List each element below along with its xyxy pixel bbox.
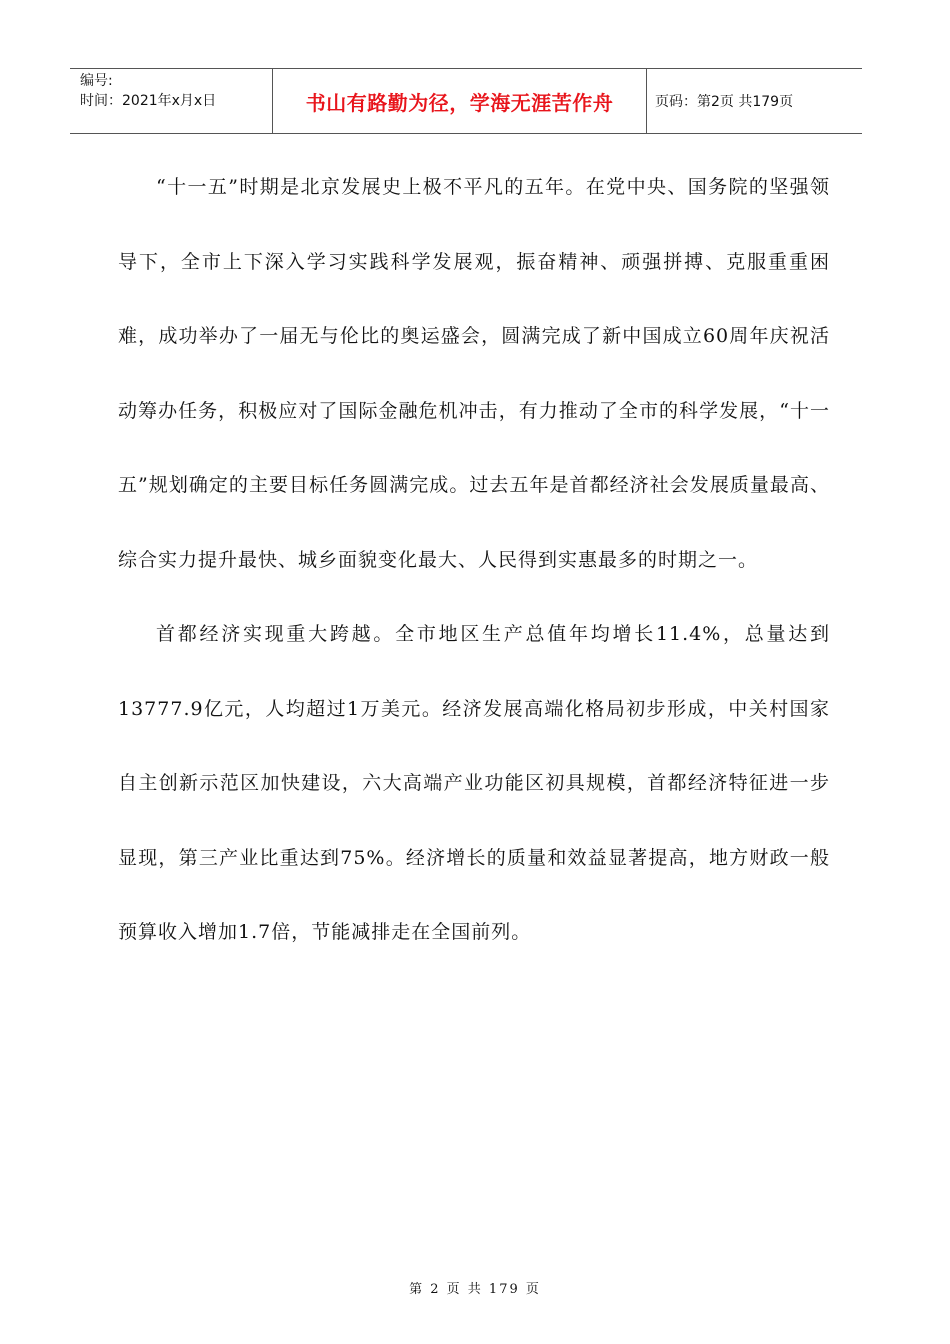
page-header — [70, 68, 862, 134]
header-meta — [70, 69, 272, 133]
paragraph-2: 首都经济实现重大跨越。全市地区生产总值年均增长11.4%，总量达到13777.9亿元，人均超过1万美元。经济发展高端化格局初步形成，中关村国家自主创新示范区加快建设，六大高端产业功能区初具规模，首都经济特征进一步显现，第三产业比重达到75%。经济增长的质量和效益显著提高，地方财政一般预算收入增加1.7倍，节能减排走在全国前列。 — [118, 623, 830, 943]
paragraph-1: “十一五”时期是北京发展史上极不平凡的五年。在党中央、国务院的坚强领导下，全市上下深入学习实践科学发展观，振奋精神、顽强拼搏、克服重重困难，成功举办了一届无与伦比的奥运盛会，圆满完成了新中国成立60周年庆祝活动筹办任务，积极应对了国际金融危机冲击，有力推动了全市的科学发展，“十一五”规划确定的主要目标任务圆满完成。过去五年是首都经济社会发展质量最高、综合实力提升最快、城乡面貌变化最大、人民得到实惠最多的时期之一。 — [118, 176, 830, 571]
time-label: 时间：2021年x月x日 — [80, 93, 217, 109]
header-page-info: 页码：第2页 共179页 — [655, 94, 794, 110]
page-footer: 第 2 页 共 179 页 — [409, 1282, 541, 1297]
header-motto: 书山有路勤为径，学海无涯苦作舟 — [272, 69, 647, 133]
document-body — [118, 150, 830, 970]
serial-label: 编号: — [80, 73, 113, 89]
